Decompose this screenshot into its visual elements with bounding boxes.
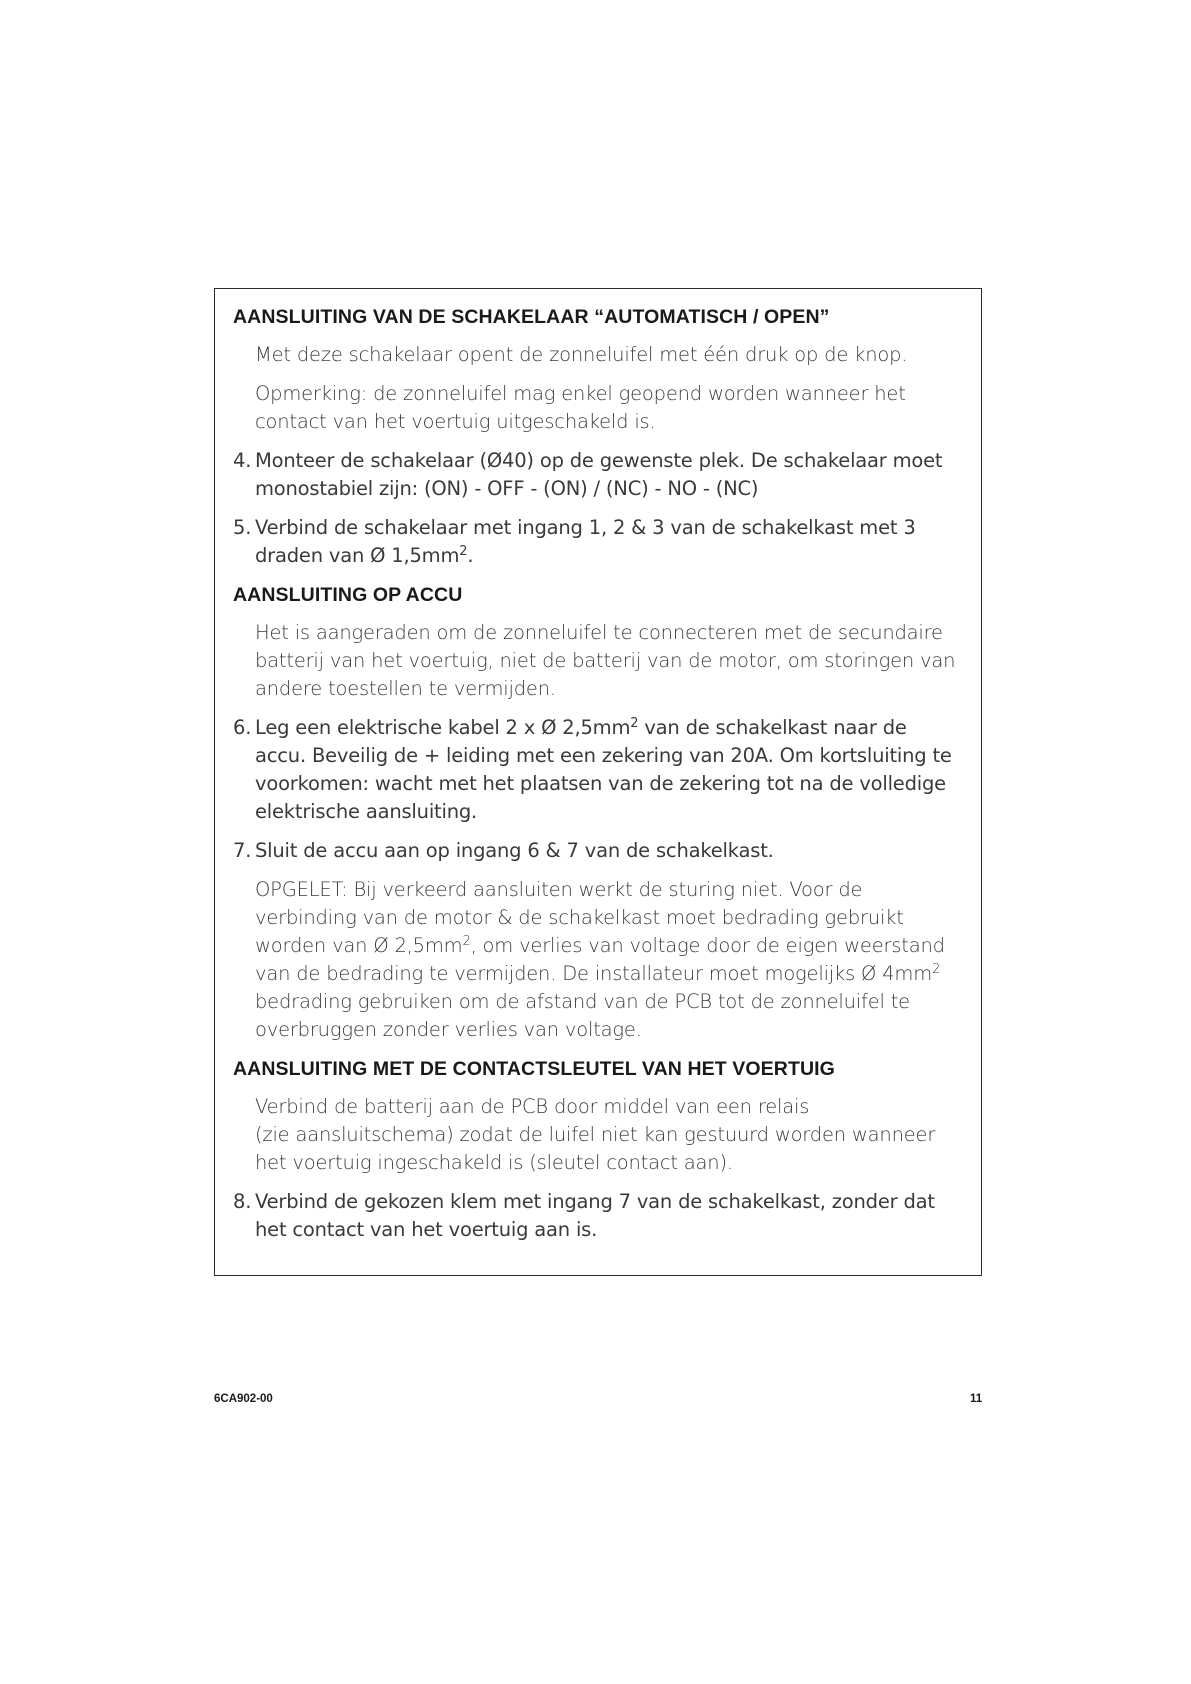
instruction-box bbox=[214, 288, 982, 1276]
paragraph-switch-intro: Met deze schakelaar opent de zonneluifel met één druk op de knop. bbox=[255, 343, 908, 366]
step-4 bbox=[233, 447, 961, 503]
instruction-content bbox=[233, 303, 961, 1255]
step-number: 6. bbox=[233, 716, 252, 739]
paragraph-battery-intro: Het is aangeraden om de zonneluifel te connecteren met de secundaire batterij van het voertuig, niet de batterij van de motor, om storingen van andere toestellen te vermijden. bbox=[255, 621, 956, 700]
document-code: 6CA902-00 bbox=[214, 1393, 273, 1405]
step-text: Sluit de accu aan op ingang 6 & 7 van de schakelkast. bbox=[255, 839, 774, 862]
page-number: 11 bbox=[970, 1393, 983, 1405]
step-6 bbox=[233, 714, 961, 826]
step-number: 4. bbox=[233, 449, 252, 472]
step-number: 5. bbox=[233, 516, 252, 539]
step-8 bbox=[233, 1188, 961, 1244]
step-text: Leg een elektrische kabel 2 x Ø $2,5mm^2$ van de schakelkast naar de accu. Beveilig de + leiding met een zekering van 20A. Om kortsluiting te voorkomen: wacht met het plaatsen van de zekering tot na de volledige elektrische aansluiting. bbox=[255, 716, 952, 823]
step-7 bbox=[233, 837, 961, 865]
paragraph-ignition-intro: Verbind de batterij aan de PCB door middel van een relais (zie aansluitschema) zodat de luifel niet kan gestuurd worden wanneer het voertuig ingeschakeld is (sleutel contact aan). bbox=[255, 1095, 936, 1174]
section-heading-switch: AANSLUITING VAN DE SCHAKELAAR “AUTOMATISCH / OPEN” bbox=[233, 306, 830, 328]
paragraph-warning: OPGELET: Bij verkeerd aansluiten werkt de sturing niet. Voor de verbinding van de motor & de schakelkast moet bedrading gebruikt worden van Ø $2,5mm^2$, om verlies van voltage door de eigen weerstand van de bedrading te vermijden. De installateur moet mogelijks Ø $4mm^2$ bedrading gebruiken om de afstand van de PCB tot de zonneluifel te overbruggen zonder verlies van voltage. bbox=[255, 878, 945, 1041]
section-heading-ignition: AANSLUITING MET DE CONTACTSLEUTEL VAN HET VOERTUIG bbox=[233, 1058, 835, 1080]
step-text: Verbind de gekozen klem met ingang 7 van de schakelkast, zonder dat het contact van het voertuig aan is. bbox=[255, 1190, 935, 1241]
step-number: 7. bbox=[233, 839, 252, 862]
step-5 bbox=[233, 514, 961, 570]
section-heading-battery: AANSLUITING OP ACCU bbox=[233, 584, 463, 606]
step-text: Verbind de schakelaar met ingang 1, 2 & 3 van de schakelkast met 3 draden van Ø $1,5mm^2$. bbox=[255, 516, 916, 567]
step-text: Monteer de schakelaar (Ø40) op de gewenste plek. De schakelaar moet monostabiel zijn: (ON) - OFF - (ON) / (NC) - NO - (NC) bbox=[255, 449, 943, 500]
step-number: 8. bbox=[233, 1190, 252, 1213]
paragraph-switch-note: Opmerking: de zonneluifel mag enkel geopend worden wanneer het contact van het voertuig uitgeschakeld is. bbox=[255, 382, 906, 433]
